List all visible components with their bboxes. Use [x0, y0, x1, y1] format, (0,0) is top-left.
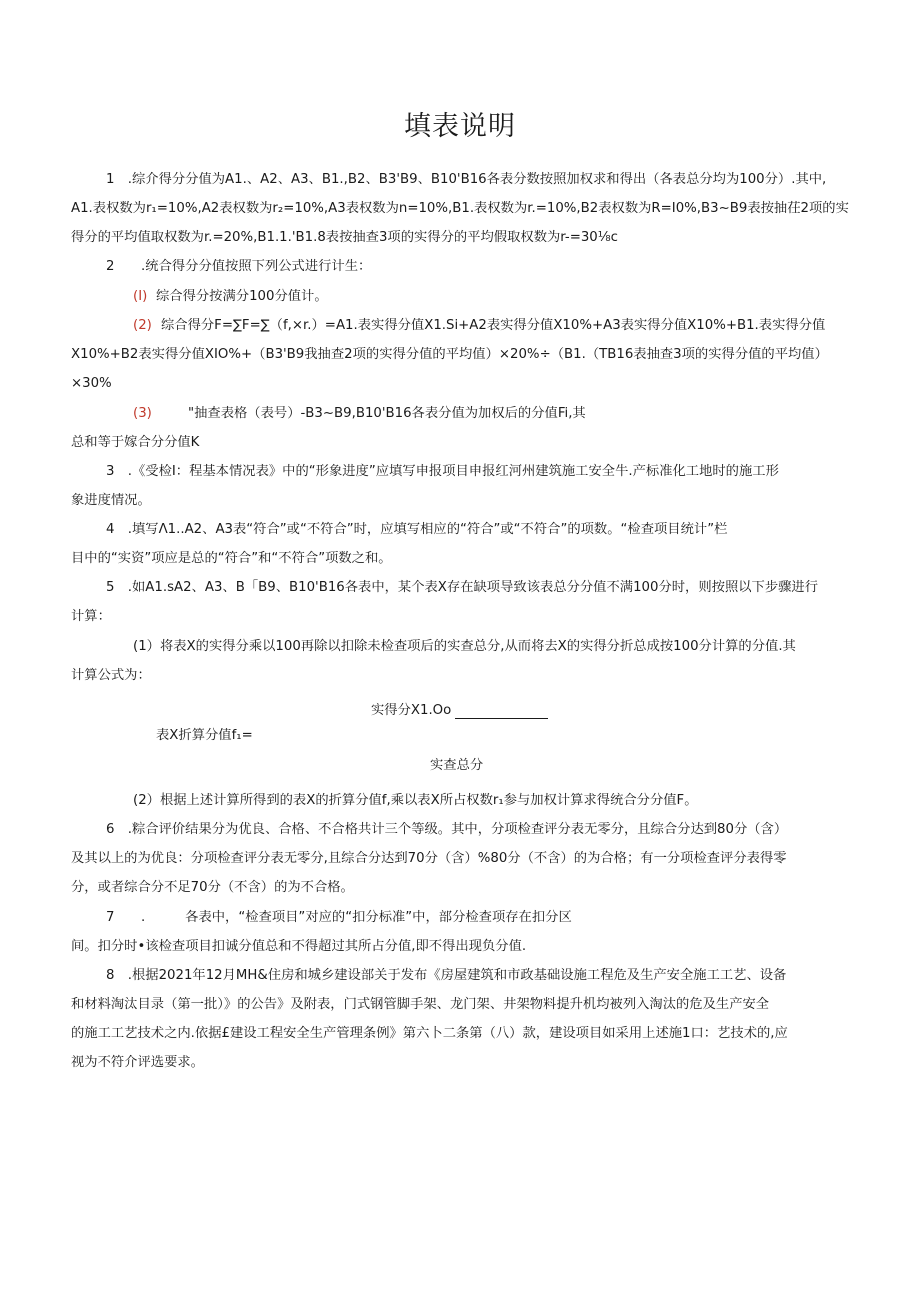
- para-5-line-1: 5 .如A1.sA2、A3、B「B9、B10'B16各表中，某个表X存在缺项导致该表总分分值不满100分时，则按照以下步骤进行: [106, 580, 819, 595]
- para-2-line-1: 2 .统合得分分值按照下列公式进行计生：: [106, 259, 372, 274]
- item-2-marker: (2): [133, 318, 152, 333]
- para-6-line-1: 6 .粽合评价结果分为优良、合格、不合格共计三个等级。其中，分项检查评分表无零分，且综合分达到80分（含）: [106, 822, 788, 837]
- para-8-line-3: 的施工工艺技术之内.依据£建设工程安全生产管理条例》第六卜二条第（八）款，建设项目如采用上述施1口：艺技术的,应: [71, 1026, 788, 1041]
- step-2-line-1: (2）根据上述计算所得到的表X的折算分值f,乘以表X所占权数r₁参与加权计算求得统合分分值F。: [133, 793, 698, 808]
- item-2-line-1: 综合得分F=∑F=∑（f,×r.）=A1.表实得分值X1.Si+A2表实得分值X10%+A3表实得分值X10%+B1.表实得分值: [161, 318, 826, 333]
- item-1-text: 综合得分按满分100分值计。: [156, 289, 328, 304]
- item-1-marker: (I): [133, 289, 148, 304]
- item-2-line-2: X10%+B2表实得分值XIO%+（B3'B9我抽查2项的实得分值的平均值）×20%÷（B1.（TB16表抽查3项的实得分值的平均值）: [71, 347, 828, 362]
- item-3-line-2: 总和等于嫁合分分值K: [71, 435, 200, 450]
- para-4-line-2: 目中的“实资”项应是总的“符合”和“不符合”项数之和。: [71, 551, 392, 566]
- para-8-line-2: 和材料淘汰目录（第一批）》的公告》及附表，门式钢管脚手架、龙门架、井架物料提升机均被列入淘汰的危及生产安全: [71, 997, 770, 1012]
- item-3-line-1: "抽查表格（表号）-B3~B9,B10'B16各表分值为加权后的分值Fi,其: [188, 406, 586, 421]
- formula-underline: [455, 718, 548, 719]
- para-6-line-3: 分，或者综合分不足70分（不含）的为不合格。: [71, 880, 354, 895]
- para-4-line-1: 4 .填写Λ1..A2、A3表“符合”或“不符合”时，应填写相应的“符合”或“不符合”的项数。“检查项目统计”栏: [106, 522, 728, 537]
- formula-numerator: 实得分X1.Oo: [371, 703, 452, 718]
- item-3-marker: (3): [133, 406, 152, 421]
- para-1-line-2: A1.表权数为r₁=10%,A2表权数为r₂=10%,A3表权数为n=10%,B1.表权数为r.=10%,B2表权数为R=I0%,B3~B9表按抽茌2项的实: [71, 201, 849, 216]
- para-1-line-3: 得分的平均值取权数为r.=20%,B1.1.'B1.8表按抽查3项的实得分的平均假取权数为r-=30⅛c: [71, 230, 618, 245]
- para-7-line-1: 7 . 各表中，“检查项目”对应的“扣分标准”中，部分检查项存在扣分区: [106, 910, 572, 925]
- para-8-line-1: 8 .根据2021年12月MH&住房和城乡建设部关于发布《房屋建筑和市政基础设施工程危及生产安全施工工艺、设备: [106, 968, 787, 983]
- page-title: 填表说明: [404, 111, 516, 142]
- step-1-line-1: (1）将表X的实得分乘以100再除以扣除未检查项后的实查总分,从而将去X的实得分折总成按100分计算的分值.其: [133, 639, 796, 654]
- para-3-line-1: 3 .《受检I：程基本情况表》中的“形象进度”应填写申报项目申报红河州建筑施工安全牛.产标准化工地时的施工形: [106, 464, 779, 479]
- para-6-line-2: 及其以上的为优良：分项检查评分表无零分,且综合分达到70分（含）%80分（不含）的为合格；有一分项检查评分表得零: [71, 851, 787, 866]
- step-1-line-2: 计算公式为：: [71, 668, 151, 683]
- para-3-line-2: 象进度情况。: [71, 493, 151, 508]
- item-2-line-3: ×30%: [71, 376, 112, 391]
- para-8-line-4: 视为不符介评选要求。: [71, 1055, 204, 1070]
- formula-denominator: 实查总分: [430, 758, 484, 773]
- para-1-line-1: 1 .综介得分分值为A1.、A2、A3、B1.,B2、B3'B9、B10'B16各表分数按照加权求和得出（各表总分均为100分）.其中,: [106, 172, 827, 187]
- para-7-line-2: 间。扣分时•该检查项目扣诚分值总和不得超过其所占分值,即不得出现负分值.: [71, 939, 527, 954]
- formula-label: 表X折算分值f₁=: [156, 728, 253, 743]
- para-5-line-2: 计算：: [71, 609, 111, 624]
